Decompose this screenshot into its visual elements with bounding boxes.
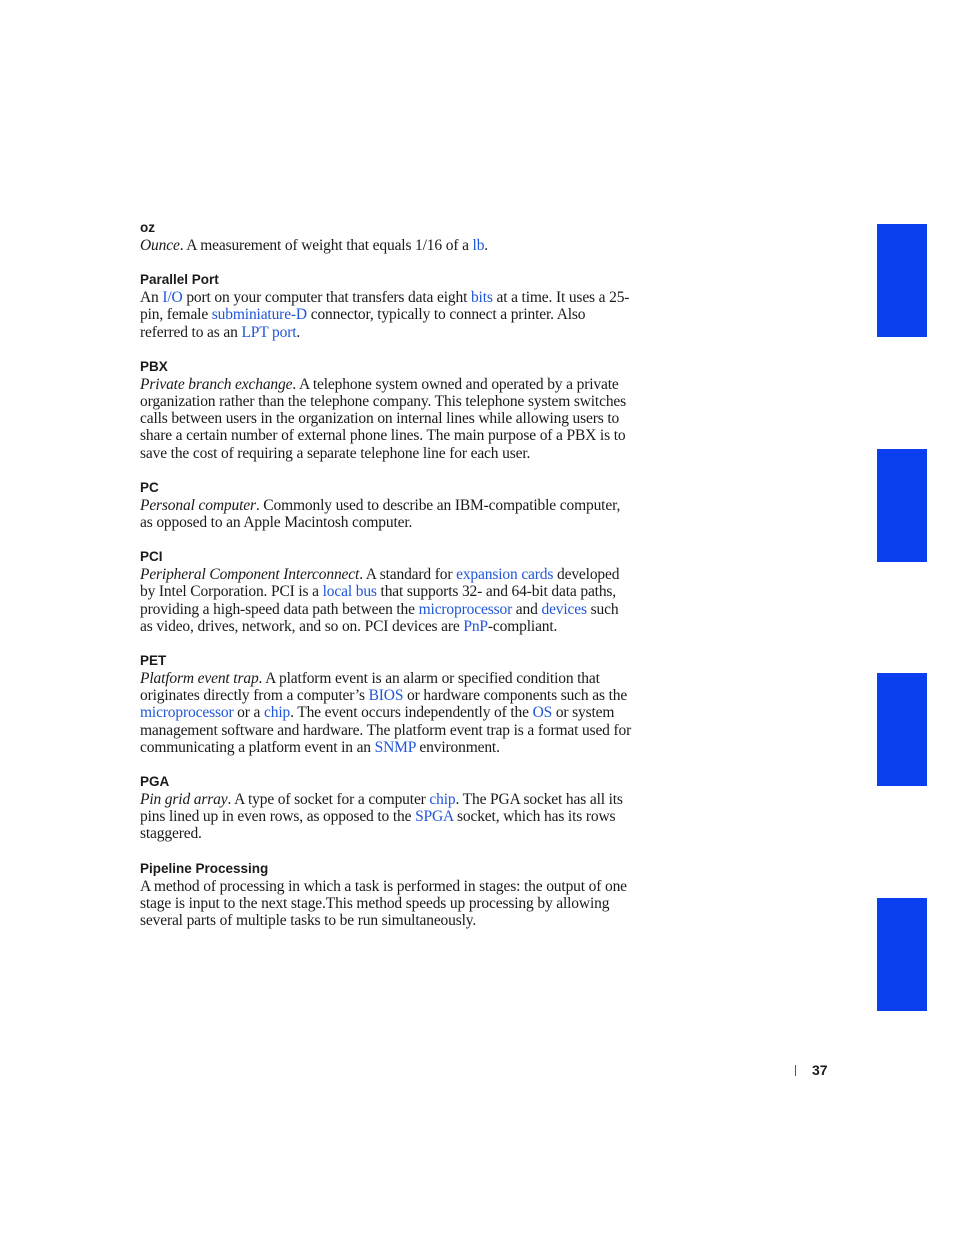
def-text: Personal computer bbox=[140, 496, 256, 514]
link-bits[interactable]: bits bbox=[470, 289, 493, 307]
def-text: . The PGA socket has all its pins lined up in even rows, as opposed to the bbox=[140, 791, 623, 826]
def-text: or hardware components such as the bbox=[403, 687, 628, 705]
link-expansion-cards[interactable]: expansion cards bbox=[456, 566, 554, 584]
link-lb[interactable]: lb bbox=[472, 237, 485, 254]
def-text: Pin grid array bbox=[140, 791, 228, 809]
def-text: or a bbox=[233, 704, 264, 722]
def-text: that supports 32- and 64-bit data paths, providing a high-speed data path between the bbox=[140, 583, 617, 618]
page-number: 37 bbox=[812, 1062, 828, 1078]
term-pga: PGA bbox=[140, 774, 170, 790]
def-text: at a time. It uses a 25-pin, female bbox=[140, 289, 630, 324]
link-microprocessor[interactable]: microprocessor bbox=[140, 704, 234, 722]
def-text: . A standard for bbox=[359, 566, 457, 584]
term-pipeline-processing: Pipeline Processing bbox=[140, 860, 269, 876]
definition-pipeline-processing bbox=[140, 878, 632, 930]
def-text: connector, typically to connect a printer. Also referred to as an bbox=[140, 306, 586, 341]
footer-divider bbox=[795, 1065, 796, 1076]
link-devices[interactable]: devices bbox=[541, 600, 587, 618]
definition-pbx bbox=[140, 376, 632, 462]
def-text: -compliant. bbox=[487, 617, 558, 635]
definition-oz bbox=[140, 237, 632, 254]
glossary-content bbox=[140, 219, 632, 946]
def-text: Ounce bbox=[140, 237, 180, 254]
entry-pci bbox=[140, 548, 632, 635]
link-subminiature-d[interactable]: subminiature-D bbox=[211, 306, 307, 324]
link-bios[interactable]: BIOS bbox=[368, 687, 404, 705]
def-text: . A platform event is an alarm or specified condition that originates directly from a computer’s bbox=[140, 670, 600, 705]
term-pc: PC bbox=[140, 479, 159, 495]
entry-pc bbox=[140, 479, 632, 531]
def-text: . bbox=[296, 323, 301, 341]
definition-parallel-port bbox=[140, 289, 632, 341]
def-text: or system management software and hardware. The platform event trap is a format used for communicating a platform event in an bbox=[140, 704, 632, 756]
link-local-bus[interactable]: local bus bbox=[322, 583, 377, 601]
def-text: port on your computer that transfers data eight bbox=[182, 289, 471, 307]
def-text: . bbox=[484, 237, 489, 254]
entry-pbx bbox=[140, 358, 632, 462]
def-text: . A telephone system owned and operated by a private organization rather than the telephone company. This telephone system switches calls between users in the organization on internal lines while allowing users to share a certain number of external phone lines. The main purpose of a PBX is to save the cost of requiring a separate telephone line for each user. bbox=[140, 375, 627, 462]
link-lpt-port[interactable]: LPT port bbox=[241, 323, 297, 341]
term-oz: oz bbox=[140, 220, 155, 235]
entry-parallel-port bbox=[140, 271, 632, 341]
link-microprocessor[interactable]: microprocessor bbox=[418, 600, 513, 618]
definition-pci bbox=[140, 566, 632, 635]
def-text: . A type of socket for a computer bbox=[227, 791, 430, 809]
term-pet: PET bbox=[140, 653, 167, 669]
def-text: and bbox=[512, 600, 542, 618]
entry-pet bbox=[140, 652, 632, 756]
def-text: . Commonly used to describe an IBM-compatible computer, as opposed to an Apple Macintosh computer. bbox=[140, 496, 621, 532]
link-chip[interactable]: chip bbox=[263, 704, 291, 722]
def-text: such as video, drives, network, and so on. PCI devices are bbox=[140, 600, 619, 635]
side-tab bbox=[877, 898, 927, 1011]
side-tab bbox=[877, 673, 927, 786]
definition-pga bbox=[140, 791, 632, 843]
def-text: . The event occurs independently of the bbox=[290, 704, 533, 722]
link-snmp[interactable]: SNMP bbox=[374, 738, 416, 756]
def-text: environment. bbox=[415, 738, 500, 756]
def-text: . A measurement of weight that equals 1/16 of a bbox=[179, 237, 473, 254]
definition-pet bbox=[140, 670, 632, 756]
side-tab bbox=[877, 449, 927, 562]
link-chip[interactable]: chip bbox=[429, 791, 456, 809]
link-os[interactable]: OS bbox=[532, 704, 553, 722]
definition-pc bbox=[140, 497, 632, 531]
term-pbx: PBX bbox=[140, 358, 168, 374]
def-text: Peripheral Component Interconnect bbox=[140, 566, 360, 584]
entry-pipeline-processing bbox=[140, 860, 632, 930]
term-pci: PCI bbox=[140, 549, 163, 565]
entry-pga bbox=[140, 773, 632, 843]
def-text: A method of processing in which a task is performed in stages: the output of one stage is input to the next stage.This method speeds up processing by allowing several parts of multiple tasks to be run simultaneously. bbox=[140, 877, 627, 930]
link-spga[interactable]: SPGA bbox=[415, 808, 454, 826]
def-text: socket, which has its rows staggered. bbox=[140, 808, 616, 843]
link-io[interactable]: I/O bbox=[162, 289, 183, 307]
def-text: Platform event trap bbox=[140, 670, 259, 688]
def-text: Private branch exchange bbox=[140, 375, 293, 393]
def-text: developed by Intel Corporation. PCI is a bbox=[140, 566, 620, 601]
entry-oz bbox=[140, 219, 632, 254]
term-parallel-port: Parallel Port bbox=[140, 272, 219, 288]
def-text: An bbox=[140, 289, 163, 307]
side-tab bbox=[877, 224, 927, 337]
link-pnp[interactable]: PnP bbox=[463, 617, 488, 635]
